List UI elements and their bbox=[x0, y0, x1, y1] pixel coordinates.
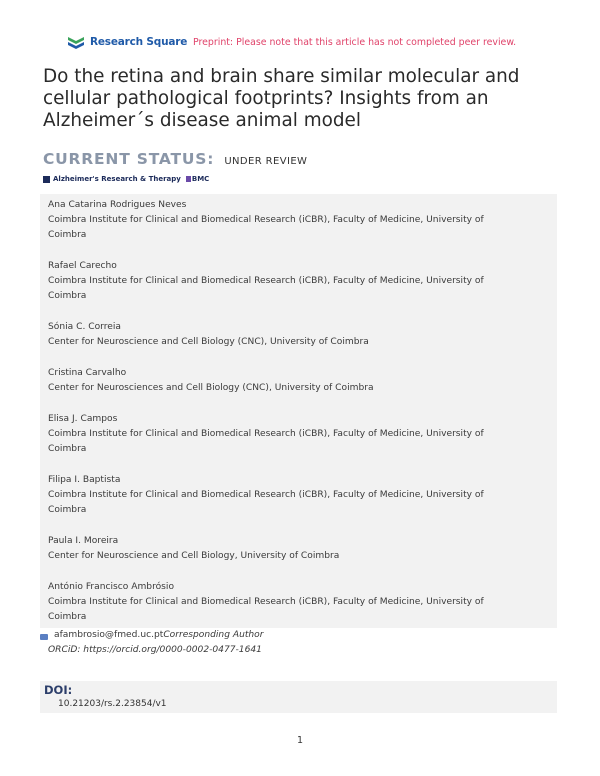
author-affiliation-cont: Coimbra bbox=[48, 505, 87, 515]
author-affiliation: Coimbra Institute for Clinical and Biomedical Research (iCBR), Faculty of Medicine, University of bbox=[48, 597, 484, 607]
status-label: CURRENT STATUS: bbox=[43, 150, 215, 168]
author-affiliation-cont: Coimbra bbox=[48, 291, 87, 301]
contact-line bbox=[54, 630, 263, 640]
preprint-notice: Preprint: Please note that this article has not completed peer review. bbox=[193, 37, 517, 48]
author-affiliation: Coimbra Institute for Clinical and Biomedical Research (iCBR), Faculty of Medicine, University of bbox=[48, 429, 484, 439]
author-name: Filipa I. Baptista bbox=[48, 475, 121, 485]
author-item bbox=[48, 259, 548, 304]
author-item bbox=[48, 198, 548, 243]
research-square-logo-icon bbox=[66, 34, 86, 50]
doi-label: DOI: bbox=[44, 683, 73, 697]
author-affiliation: Center for Neuroscience and Cell Biology, University of Coimbra bbox=[48, 551, 340, 561]
doi-value[interactable]: 10.21203/rs.2.23854/v1 bbox=[58, 699, 167, 709]
author-name: Elisa J. Campos bbox=[48, 414, 118, 424]
author-item bbox=[48, 412, 548, 457]
research-square-logo[interactable] bbox=[66, 34, 187, 50]
author-affiliation: Center for Neurosciences and Cell Biology (CNC), University of Coimbra bbox=[48, 383, 374, 393]
author-affiliation-cont: Coimbra bbox=[48, 612, 87, 622]
author-name: Sónia C. Correia bbox=[48, 322, 121, 332]
author-name: Cristina Carvalho bbox=[48, 368, 127, 378]
article-title: Do the retina and brain share similar molecular and cellular pathological footprints? Insights from an Alzheimer´s disease animal model bbox=[43, 66, 520, 131]
author-name: Paula I. Moreira bbox=[48, 536, 119, 546]
author-item bbox=[48, 580, 548, 625]
contact-role: Corresponding Author bbox=[163, 630, 264, 640]
doi-box bbox=[40, 681, 557, 713]
author-item bbox=[48, 534, 548, 564]
orcid-link[interactable]: ORCiD: https://orcid.org/0000-0002-0477-1641 bbox=[48, 645, 262, 655]
author-affiliation: Center for Neuroscience and Cell Biology (CNC), University of Coimbra bbox=[48, 337, 369, 347]
current-status bbox=[43, 149, 307, 168]
status-value: UNDER REVIEW bbox=[224, 156, 308, 167]
journal-name[interactable]: Alzheimer's Research & Therapy bbox=[53, 175, 181, 183]
author-item bbox=[48, 366, 548, 396]
journal-icon bbox=[43, 176, 50, 183]
publisher-name: BMC bbox=[191, 175, 210, 183]
contact-email[interactable]: afambrosio@fmed.uc.pt bbox=[54, 630, 164, 640]
author-affiliation: Coimbra Institute for Clinical and Biomedical Research (iCBR), Faculty of Medicine, University of bbox=[48, 215, 484, 225]
author-name: Rafael Carecho bbox=[48, 261, 117, 271]
bmc-icon bbox=[186, 176, 191, 182]
author-affiliation-cont: Coimbra bbox=[48, 230, 87, 240]
mail-icon bbox=[40, 634, 48, 640]
author-name: António Francisco Ambrósio bbox=[48, 582, 175, 592]
logo-text: Research Square bbox=[90, 36, 188, 48]
author-affiliation: Coimbra Institute for Clinical and Biomedical Research (iCBR), Faculty of Medicine, University of bbox=[48, 276, 484, 286]
author-affiliation-cont: Coimbra bbox=[48, 444, 87, 454]
author-affiliation: Coimbra Institute for Clinical and Biomedical Research (iCBR), Faculty of Medicine, University of bbox=[48, 490, 484, 500]
author-list bbox=[40, 194, 557, 628]
author-item bbox=[48, 473, 548, 518]
page-number: 1 bbox=[296, 735, 304, 746]
page-header bbox=[66, 34, 546, 54]
author-name: Ana Catarina Rodrigues Neves bbox=[48, 200, 187, 210]
author-item bbox=[48, 320, 548, 350]
journal-line bbox=[43, 175, 209, 183]
corresponding-contact bbox=[40, 630, 557, 664]
